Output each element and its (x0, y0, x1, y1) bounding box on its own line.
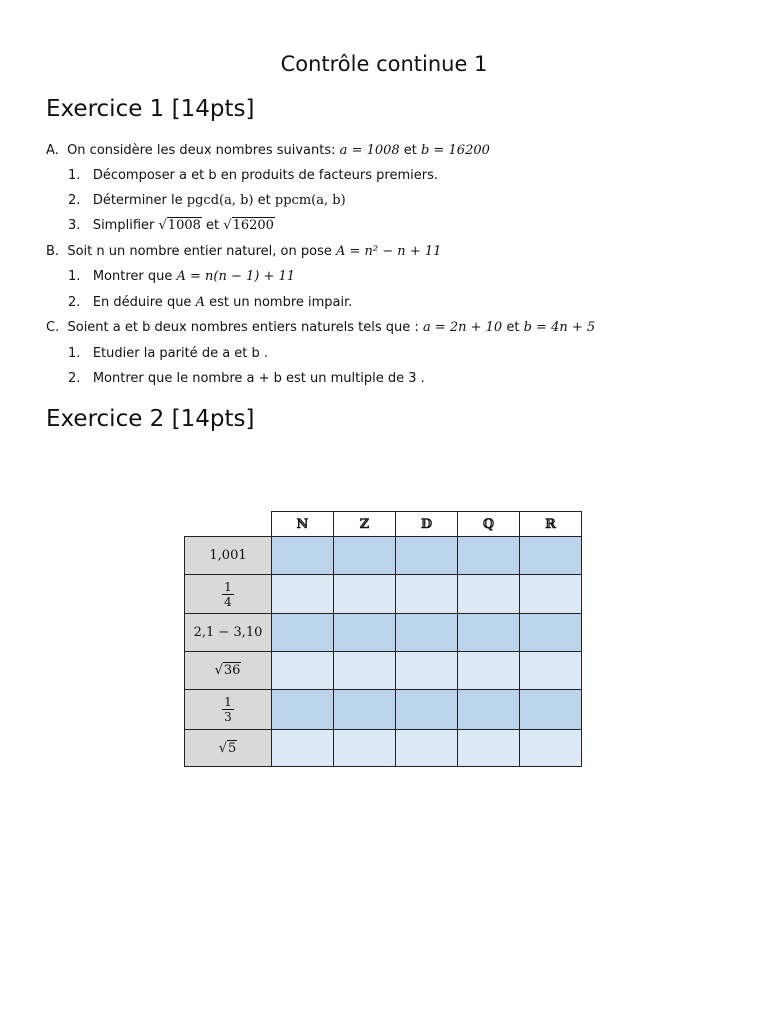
table-row (185, 575, 582, 614)
part-c-a-expr: a = 2n + 10 (422, 320, 503, 335)
item-suffix: est un nombre impair. (209, 295, 353, 310)
row-header (185, 575, 272, 614)
item-text: Simplifier (92, 218, 155, 233)
table-row (185, 614, 582, 652)
table-cell[interactable] (520, 690, 582, 730)
item-number: 2. (68, 295, 81, 310)
part-a-item-1 (68, 168, 438, 183)
table-cell[interactable] (334, 537, 396, 575)
table-header-row (185, 512, 582, 537)
table-cell[interactable] (334, 690, 396, 730)
part-a-a-expr: a = 1008 (339, 143, 400, 158)
item-text: En déduire que (92, 295, 192, 310)
part-a-letter: A. (46, 143, 59, 158)
column-header-d: 𝔻 (396, 512, 458, 537)
fraction-1-4: $\frac{1}{4}$ (224, 579, 232, 609)
table-cell[interactable] (458, 575, 520, 614)
table-cell[interactable] (520, 614, 582, 652)
table-cell[interactable] (520, 652, 582, 690)
part-b-item-2 (68, 295, 352, 310)
item-text: Déterminer le (92, 193, 183, 208)
item-number: 1. (68, 269, 81, 284)
table-cell[interactable] (272, 537, 334, 575)
part-a-et: et (403, 143, 417, 158)
table-row (185, 690, 582, 730)
exercise-2-heading: Exercice 2 [14pts] (46, 406, 255, 432)
part-c-item-1 (68, 346, 268, 361)
column-header-r: ℝ (520, 512, 582, 537)
item-number: 3. (68, 218, 81, 233)
item-et: et (257, 193, 271, 208)
table-cell[interactable] (520, 730, 582, 767)
part-a-b-expr: b = 16200 (421, 143, 490, 158)
row-header (185, 614, 272, 652)
part-b-expr: A = n² − n + 11 (336, 244, 442, 259)
part-c-intro (46, 320, 595, 335)
table-cell[interactable] (520, 575, 582, 614)
sqrt-1008: √1008 (158, 218, 201, 233)
table-cell[interactable] (458, 537, 520, 575)
item-text: Décomposer a et b en produits de facteurs premiers. (92, 168, 438, 183)
item-expr: A = n(n − 1) + 11 (176, 269, 296, 284)
column-header-q: ℚ (458, 512, 520, 537)
table-cell[interactable] (396, 652, 458, 690)
part-c-text: Soient a et b deux nombres entiers naturels tels que : (67, 320, 419, 335)
table-cell[interactable] (396, 614, 458, 652)
sqrt-5: √5 (218, 740, 237, 756)
table-cell[interactable] (458, 614, 520, 652)
sqrt-36: √36 (214, 663, 241, 678)
item-text: Montrer que (92, 269, 173, 284)
ppcm-expr: ppcm(a, b) (274, 193, 346, 208)
table-corner (185, 512, 272, 537)
part-b-intro (46, 244, 441, 259)
fraction-1-3: $\frac{1}{3}$ (224, 695, 232, 724)
part-c-letter: C. (46, 320, 60, 335)
table-cell[interactable] (396, 575, 458, 614)
row-header (185, 537, 272, 575)
table-cell[interactable] (334, 575, 396, 614)
part-b-text: Soit n un nombre entier naturel, on pose (67, 244, 332, 259)
row-label: 2,1 − 3,10 (193, 625, 263, 640)
part-a-item-2 (68, 193, 346, 208)
row-label: 1,001 (209, 548, 247, 563)
part-b-item-1 (68, 269, 295, 284)
table-cell[interactable] (272, 730, 334, 767)
table-row (185, 730, 582, 767)
item-var: A (195, 295, 205, 310)
table-cell[interactable] (272, 575, 334, 614)
part-a-item-3 (68, 218, 275, 233)
item-number: 1. (68, 346, 81, 361)
item-et: et (206, 218, 220, 233)
item-text: Montrer que le nombre a + b est un multiple de 3 . (92, 371, 425, 386)
table-cell[interactable] (396, 537, 458, 575)
column-header-n: ℕ (272, 512, 334, 537)
document-title: Contrôle continue 1 (280, 52, 488, 76)
table-cell[interactable] (396, 690, 458, 730)
sqrt-16200: √16200 (223, 218, 274, 233)
table-cell[interactable] (334, 652, 396, 690)
table-cell[interactable] (520, 537, 582, 575)
table-cell[interactable] (458, 730, 520, 767)
table-row (185, 652, 582, 690)
pgcd-expr: pgcd(a, b) (186, 193, 254, 208)
exercise-1-heading: Exercice 1 [14pts] (46, 96, 255, 122)
row-header (185, 690, 272, 730)
table-cell[interactable] (334, 614, 396, 652)
table-cell[interactable] (272, 614, 334, 652)
part-a-intro (46, 143, 490, 158)
item-number: 2. (68, 193, 81, 208)
part-a-text: On considère les deux nombres suivants: (67, 143, 336, 158)
table-cell[interactable] (272, 690, 334, 730)
row-header (185, 730, 272, 767)
table-cell[interactable] (458, 652, 520, 690)
part-c-et: et (506, 320, 520, 335)
part-b-letter: B. (46, 244, 60, 259)
item-text: Etudier la parité de a et b . (92, 346, 269, 361)
part-c-item-2 (68, 371, 425, 386)
table-cell[interactable] (458, 690, 520, 730)
item-number: 2. (68, 371, 81, 386)
table-cell[interactable] (334, 730, 396, 767)
item-number: 1. (68, 168, 81, 183)
table-cell[interactable] (396, 730, 458, 767)
row-header (185, 652, 272, 690)
column-header-z: ℤ (334, 512, 396, 537)
part-c-b-expr: b = 4n + 5 (523, 320, 596, 335)
table-row (185, 537, 582, 575)
number-sets-table (184, 511, 582, 767)
table-cell[interactable] (272, 652, 334, 690)
